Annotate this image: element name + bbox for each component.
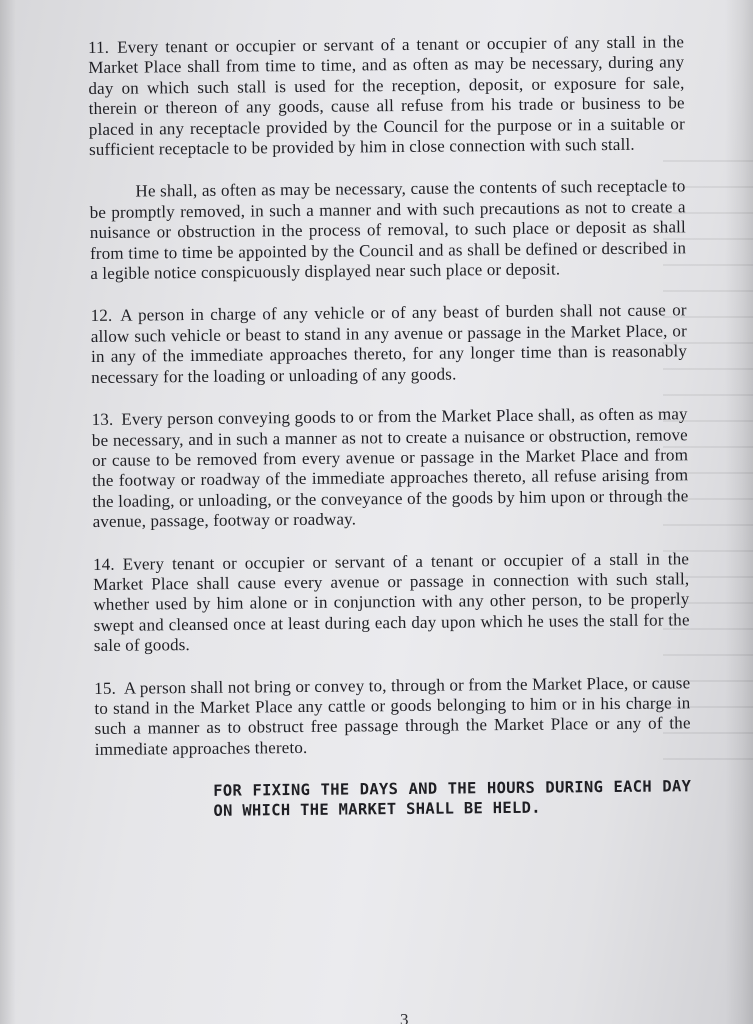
paragraph-text: Every tenant or occupier or servant of a tenant or occupier of a stall in the Market Place shall cause every avenue or passage in connection with such stall, whether used by him alone or in conjunction with any other person, to be properly swept and cleansed once at least during each day upon which he uses the stall for the sale of goods. [93, 548, 690, 656]
paragraph-number: 13. [91, 409, 114, 430]
page-right-shadow [725, 0, 753, 1024]
paragraph-number: 12. [90, 306, 113, 326]
paragraph-number: 15. [94, 678, 117, 698]
section-heading: FOR FIXING THE DAYS AND THE HOURS DURING EACH DAY ON WHICH THE MARKET SHALL BE HELD. [213, 777, 692, 821]
paragraph-text: Every tenant or occupier or servant of a tenant or occupier of any stall in the Market Place shall from time to time, and as often as may be necessary, during any day on which such stall is used for the reception, deposit, or exposure for sale, therein or thereon of any goods, cause all refuse from his trade or business to be placed in any receptacle provided by the Council for the purpose or in a suitable or sufficient receptacle to be provided by him in close connection with such stall. [88, 32, 685, 160]
paragraph-14 [93, 549, 690, 657]
paragraph-11 [88, 32, 685, 160]
paragraph-number: 14. [92, 554, 115, 574]
paragraph-text: A person in charge of any vehicle or of any beast of burden shall not cause or allow such vehicle or beast to stand in any avenue or passage in the Market Place, or in any of the immediate approaches thereto, for any longer time than is reasonably necessary for the loading or unloading of any goods. [90, 300, 688, 387]
paragraph-15 [94, 673, 691, 760]
document-body [88, 32, 692, 822]
paragraph-11-continued [89, 177, 686, 285]
page-left-shadow [0, 0, 16, 1024]
page-number: 3 [400, 1010, 409, 1024]
paragraph-13 [92, 404, 689, 532]
paragraph-12 [91, 301, 688, 388]
paragraph-text: Every person conveying goods to or from the Market Place shall, as often as may be necessary, and in such a manner as not to create a nuisance or obstruction, remove or cause to be removed from every avenue or passage in the Market Place and from the footway or roadway of the immediate approaches thereto, all refuse arising from the loading, or unloading, or the conveyance of the goods by him upon or through the avenue, passage, footway or roadway. [91, 404, 689, 532]
paragraph-text: A person shall not bring or convey to, through or from the Market Place, or cause to stand in the Market Place any cattle or goods belonging to him or in his charge in such a manner as to obstruct free passage through the Market Place or any of the immediate approaches thereto. [94, 672, 691, 759]
paragraph-text: He shall, as often as may be necessary, cause the contents of such receptacle to be promptly removed, in such a manner and with such precautions as not to create a nuisance or obstruction in the process of removal, to such place or deposit as shall from time to time be appointed by the Council and as shall be defined or described in a legible notice conspicuously displayed near such place or deposit. [89, 176, 687, 284]
paragraph-number: 11. [88, 37, 110, 57]
